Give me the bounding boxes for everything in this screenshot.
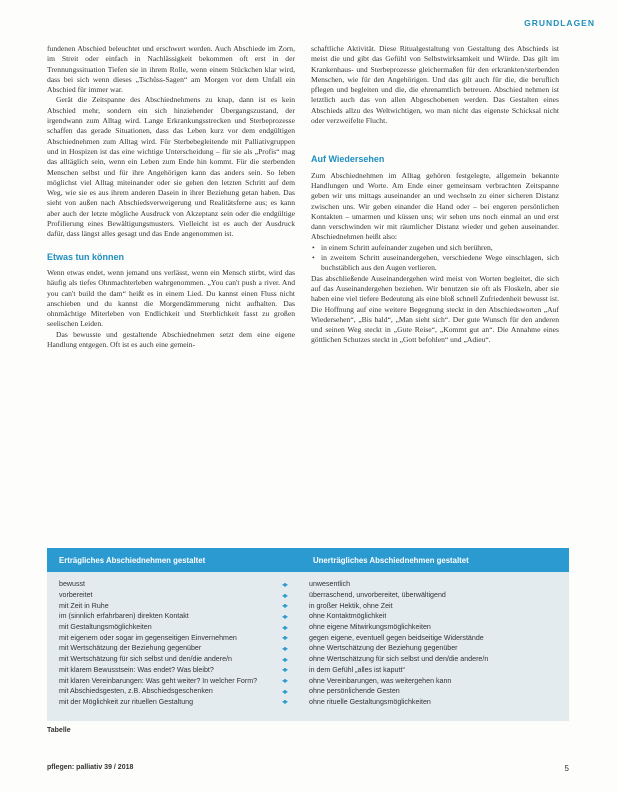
table-cell-left: mit Wertschätzung für sich selbst und den/die andere/n: [59, 655, 232, 664]
table-cell-left: mit Gestaltungsmöglichkeiten: [59, 623, 152, 632]
left-column: [47, 44, 295, 350]
section-heading: Etwas tun können: [47, 251, 125, 262]
double-arrow-icon: ◂ ▸: [281, 601, 287, 611]
double-arrow-icon: ◂ ▸: [281, 654, 287, 664]
table-cell-right: ohne persönlichende Gesten: [309, 687, 400, 696]
paragraph: Das abschließende Auseinandergehen wird meist von Worten begleitet, die sich auf das Auseinandergehen beziehen. Wir benutzen sie oft als Floskeln, aber sie haben eine viel tiefere Bedeutung als eine bloß schnell Zufriedenheit bewusst ist. Die Hoffnung auf eine weitere Begegnung steckt in den Abschiedsworten „Auf Wiedersehen“, „Bis bald“, „Man sieht sich“. Der gute Wunsch für den anderen und seinen Weg steckt in „Gute Reise“, „Kommt gut an“. Die Annahme eines göttlichen Schutzes steckt in „Gott befohlen“ und „Adieu“.: [311, 273, 559, 345]
list-item: • in zweitem Schritt auseinandergehen, verschiedene Wege einschlagen, sich buchstäblich aus den Augen verlieren.: [321, 253, 559, 274]
table-cell-left: mit klarem Bewusstsein: Was endet? Was bleibt?: [59, 665, 214, 674]
table-body: [47, 572, 569, 707]
table-cell-right: ohne Wertschätzung der Beziehung gegenüber: [309, 644, 458, 653]
table-cell-right: gegen eigene, eventuell gegen beidseitige Widerstände: [309, 633, 484, 642]
right-column: [311, 44, 559, 346]
table-cell-right: ohne eigene Mitwirkungsmöglichkeiten: [309, 623, 431, 632]
double-arrow-icon: ◂ ▸: [281, 633, 287, 643]
table-header-right: Unerträgliches Abschiednehmen gestaltet: [313, 555, 469, 565]
list-item: • in einem Schritt aufeinander zugehen und sich berühren,: [321, 243, 559, 253]
journal-footer: pflegen: palliativ 39 / 2018: [47, 764, 134, 771]
section-label: GRUNDLAGEN: [524, 18, 595, 28]
table-cell-right: ohne Vereinbarungen, was weitergehen kann: [309, 676, 452, 685]
table-row: [47, 590, 569, 601]
table-row: [47, 579, 569, 590]
table-cell-left: mit klaren Vereinbarungen: Was geht weiter? In welcher Form?: [59, 676, 258, 685]
paragraph: schaftliche Aktivität. Diese Ritualgestaltung von Gestaltung des Abschieds ist meist die und gibt das Gefühl von Selbstwirksamkeit und Würde. Das gilt im Krankenhaus- und Sterbeprozesse gleichermaßen für den erkrankten/sterbenden Menschen, wie für den Angehörigen. Und das gilt auch für die, die beruflich pflegen und begleiten und die, die ehrenamtlich betreuen. Abschied nehmen ist letztlich auch das von allen Abgeschobenen werden. Das Gestalten eines Abschieds allzu des Weltwichtigen, wo man nicht das eigenste Schicksal nicht oder verzweifelte Flucht.: [311, 44, 559, 126]
double-arrow-icon: ◂ ▸: [281, 579, 287, 589]
double-arrow-icon: ◂ ▸: [281, 590, 287, 600]
paragraph: Das bewusste und gestaltende Abschiednehmen setzt dem eine eigene Handlung entgegen. Oft ist es auch eine gemein-: [47, 329, 295, 350]
double-arrow-icon: ◂ ▸: [281, 622, 287, 632]
table-cell-right: ohne Wertschätzung für sich selbst und den/die andere/n: [309, 655, 489, 664]
table-cell-right: unwesentlich: [309, 580, 351, 589]
table-cell-left: im (sinnlich erfahrbaren) direkten Kontakt: [59, 612, 189, 621]
double-arrow-icon: ◂ ▸: [281, 697, 287, 707]
comparison-table: [47, 548, 569, 721]
table-row: [47, 643, 569, 654]
table-cell-right: in großer Hektik, ohne Zeit: [309, 601, 393, 610]
table-cell-left: mit Zeit in Ruhe: [59, 601, 109, 610]
table-row: [47, 686, 569, 697]
table-row: [47, 632, 569, 643]
double-arrow-icon: ◂ ▸: [281, 676, 287, 686]
table-cell-left: mit der Möglichkeit zur rituellen Gestaltung: [59, 697, 194, 706]
table-row: [47, 665, 569, 676]
double-arrow-icon: ◂ ▸: [281, 643, 287, 653]
page-number: 5: [564, 764, 569, 773]
section-heading: Auf Wiedersehen: [311, 154, 385, 165]
table-row: [47, 654, 569, 665]
table-row: [47, 600, 569, 611]
table-cell-right: in dem Gefühl „alles ist kaputt“: [309, 665, 405, 674]
double-arrow-icon: ◂ ▸: [281, 611, 287, 621]
table-caption: Tabelle: [47, 727, 71, 734]
table-row: [47, 697, 569, 708]
table-cell-right: überraschend, unvorbereitet, überwältigend: [309, 591, 446, 600]
double-arrow-icon: ◂ ▸: [281, 686, 287, 696]
table-cell-left: mit Abschiedsgesten, z.B. Abschiedsgeschenken: [59, 687, 213, 696]
double-arrow-icon: ◂ ▸: [281, 665, 287, 675]
bullet-list: [311, 243, 559, 274]
paragraph: Zum Abschiednehmen im Alltag gehören festgelegte, allgemein bekannte Handlungen und Worte. Am Ende einer gemeinsam verbrachten Zeitspanne geben wir uns mittags auseinander an und wechseln zu einer sicheren Distanz zwischen uns. Wir geben einander die Hand oder – bei engeren persönlichen Kontakten – umarmen und küssen uns; wir sehen uns noch einmal an und erst dann verschwinden wir mit räumlicher Distanz wieder und gehen auseinander. Abschiednehmen heißt also:: [311, 170, 559, 242]
table-cell-left: vorbereitet: [59, 591, 93, 600]
table-cell-left: mit Wertschätzung der Beziehung gegenüber: [59, 644, 202, 653]
table-row: [47, 675, 569, 686]
paragraph: fundenen Abschied beleuchtet und erschwert werden. Auch Abschiede im Zorn, im Streit oder einfach in Nachlässigkeit bekommen oft erst in der Trennungssituation Tiefen sie in ihrem Rolle, wenn einem Stückchen klar wird, dass bei sich wenn dieses „Tschüss-Sagen“ am Morgen vor dem Unfall ein Abschied für immer war.: [47, 44, 295, 95]
table-cell-right: ohne Kontaktmöglichkeit: [309, 612, 387, 621]
paragraph: Wenn etwas endet, wenn jemand uns verlässt, wenn ein Mensch stirbt, wird das häufig als tiefes Ohnmachterleben wahrgenommen. „You can't push a river. And you can't build the dam“ heißt es in einem Lied. Du kannst einen Fluss nicht anschieben und du kannst die Morgendämmerung nicht aufhalten. Das ohnmächtige Miterleben von Endlichkeit und Sterblichkeit fasst zu großen seelischen Leiden.: [47, 267, 295, 329]
table-row: [47, 611, 569, 622]
table-cell-left: bewusst: [59, 580, 86, 589]
table-row: [47, 622, 569, 633]
table-header: [47, 548, 569, 572]
paragraph: Gerät die Zeitspanne des Abschiednehmens zu knap, dann ist es kein Abschied mehr, sondern ein sich hinziehender Übergangszustand, der irgendwann zum Alltag wird. Lange Erkrankungsstrecken und Sterbeprozesse schaffen das gerade Situationen, dass das Leben kurz vor dem endgültigen Abschiednehmen zum Alltag wird. Für Sterbebegleitende mit Palliativgruppen und in Hospizen ist das eine wichtige Unterscheidung – für sie als „Profis“ mag das alltäglich sein, wenn ein Leben zum Ende hin kommt. Für die sterbenden Menschen selbst und für ihre Angehörigen kann das anders sein. So leben möglichst viel Alltag miteinander oder sie gehen den letzten Schritt auf dem Weg, wie sie es aus ihrem anderen Dasein in ihrer Beziehung getan haben. Das sieht von außen nach Abschiedsverweigerung und Realitätsferne aus; es kann aber auch der letzte mögliche Ausdruck von Akzeptanz sein oder die endgültige Profilierung eines Bewältigungsmusters. Vielleicht ist es auch der Ausdruck dafür, dass längst alles gesagt und das Ende angenommen ist.: [47, 95, 295, 239]
table-cell-right: ohne rituelle Gestaltungsmöglichkeiten: [309, 697, 431, 706]
table-header-left: Erträgliches Abschiednehmen gestaltet: [59, 555, 206, 565]
table-cell-left: mit eigenem oder sogar im gegenseitigen Einvernehmen: [59, 633, 237, 642]
